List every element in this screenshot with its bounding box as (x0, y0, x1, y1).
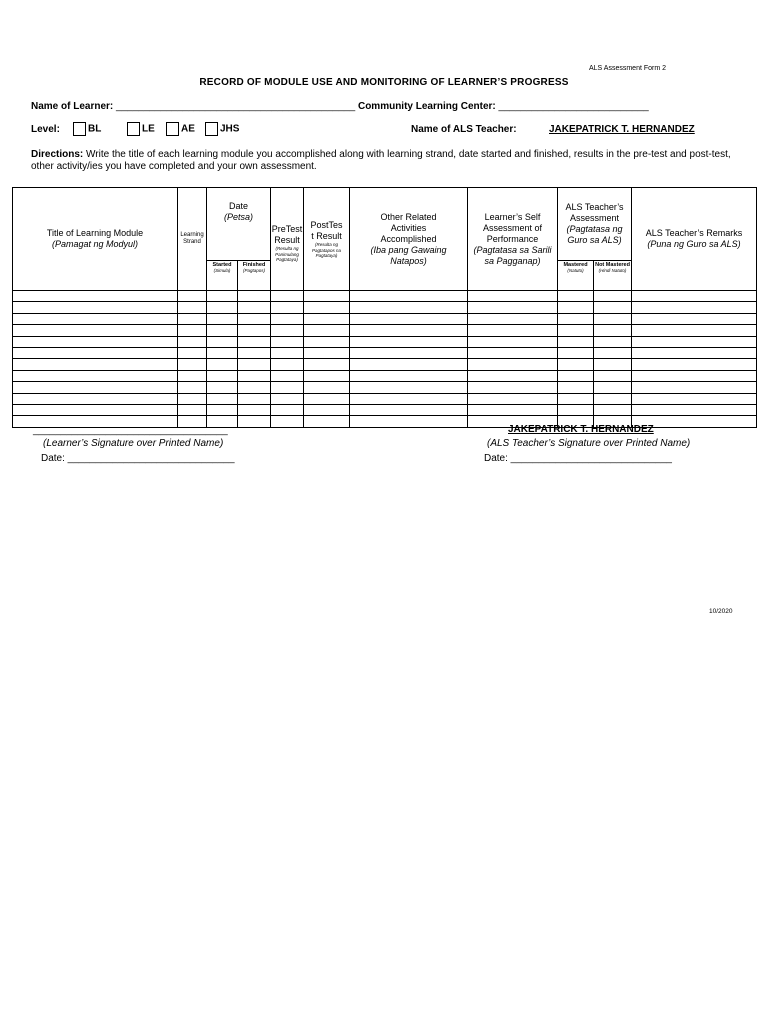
table-cell[interactable] (350, 359, 468, 370)
checkbox[interactable] (127, 122, 140, 136)
table-cell[interactable] (350, 313, 468, 324)
header-sublabel: (Petsa) (224, 212, 254, 222)
table-cell[interactable] (178, 347, 207, 358)
table-cell[interactable] (271, 325, 304, 336)
header-teacher-assessment (558, 188, 632, 261)
table-cell[interactable] (13, 404, 178, 415)
header-label: Started (212, 262, 232, 268)
header-label: Other Related Activities Accomplished (380, 211, 437, 244)
table-cell[interactable] (632, 325, 757, 336)
checkbox[interactable] (73, 122, 86, 136)
table-cell[interactable] (594, 393, 632, 404)
table-cell[interactable] (350, 291, 468, 302)
table-cell[interactable] (632, 302, 757, 313)
table-cell[interactable] (350, 370, 468, 381)
directions (31, 149, 731, 173)
table-cell[interactable] (178, 313, 207, 324)
table-cell[interactable] (207, 325, 238, 336)
table-cell[interactable] (594, 302, 632, 313)
header-sublabel: (Iba pang Gawaing Natapos) (370, 244, 447, 266)
header-learning-strand (178, 188, 207, 291)
table-cell[interactable] (594, 291, 632, 302)
table-cell[interactable] (207, 313, 238, 324)
table-cell[interactable] (238, 291, 271, 302)
header-sublabel: (Pagtatasa ng Guro sa ALS) (566, 224, 623, 245)
table-cell[interactable] (207, 359, 238, 370)
table-cell[interactable] (304, 302, 350, 313)
table-cell[interactable] (178, 325, 207, 336)
table-cell[interactable] (304, 393, 350, 404)
table-cell[interactable] (632, 291, 757, 302)
table-cell[interactable] (238, 347, 271, 358)
table-cell[interactable] (178, 302, 207, 313)
level-option-bl[interactable] (73, 122, 101, 136)
table-cell[interactable] (632, 382, 757, 393)
teacher-date-field[interactable]: Date: _____________________________ (484, 453, 672, 464)
table-row (13, 404, 757, 415)
table-cell[interactable] (13, 313, 178, 324)
table-cell[interactable] (558, 291, 594, 302)
header-sublabel: (Pagtatasa sa Sarili sa Pagganap) (473, 244, 552, 266)
table-row (13, 325, 757, 336)
header-label: PreTest (271, 224, 303, 234)
table-cell[interactable] (271, 347, 304, 358)
table-cell[interactable] (304, 291, 350, 302)
table-cell[interactable] (304, 404, 350, 415)
header-label: Finished (242, 262, 266, 268)
directions-label: Directions: (31, 149, 84, 160)
table-cell[interactable] (271, 416, 304, 427)
table-cell[interactable] (632, 393, 757, 404)
table-cell[interactable] (558, 302, 594, 313)
header-not-mastered (594, 261, 632, 291)
table-cell[interactable] (207, 404, 238, 415)
level-option-label: AE (181, 123, 195, 135)
table-cell[interactable] (468, 291, 558, 302)
table-cell[interactable] (13, 325, 178, 336)
table-cell[interactable] (468, 359, 558, 370)
table-cell[interactable] (558, 313, 594, 324)
table-cell[interactable] (238, 359, 271, 370)
table-row (13, 359, 757, 370)
header-sublabel: (Pamagat ng Modyul) (51, 239, 139, 249)
level-option-ae[interactable] (166, 122, 195, 136)
table-cell[interactable] (178, 393, 207, 404)
header-label: Strand (183, 239, 201, 245)
table-cell[interactable] (271, 359, 304, 370)
table-cell[interactable] (468, 302, 558, 313)
level-option-label: JHS (220, 123, 240, 135)
table-cell[interactable] (271, 291, 304, 302)
table-cell[interactable] (207, 302, 238, 313)
header-label: Title of Learning Module (46, 228, 144, 238)
table-cell[interactable] (304, 347, 350, 358)
table-cell[interactable] (632, 359, 757, 370)
table-cell[interactable] (271, 393, 304, 404)
header-sublabel: (Simula) (213, 268, 231, 273)
table-cell[interactable] (304, 336, 350, 347)
header-started (207, 261, 238, 291)
table-cell[interactable] (594, 370, 632, 381)
table-cell[interactable] (594, 359, 632, 370)
footer-code: 10/2020 (709, 608, 733, 615)
table-cell[interactable] (271, 302, 304, 313)
clc-field[interactable]: ___________________________ (498, 101, 649, 112)
learner-signature-caption: (Learner’s Signature over Printed Name) (43, 438, 224, 449)
table-cell[interactable] (238, 325, 271, 336)
header-label: Mastered (563, 262, 588, 268)
table-cell[interactable] (468, 347, 558, 358)
table-cell[interactable] (558, 370, 594, 381)
table-cell[interactable] (238, 302, 271, 313)
table-cell[interactable] (558, 336, 594, 347)
table-cell[interactable] (13, 382, 178, 393)
header-label: t Result (311, 231, 342, 241)
teacher-signature-name: JAKEPATRICK T. HERNANDEZ (508, 424, 654, 435)
table-cell[interactable] (558, 325, 594, 336)
table-cell[interactable] (271, 313, 304, 324)
table-cell[interactable] (178, 382, 207, 393)
table-cell[interactable] (350, 302, 468, 313)
header-sublabel: (Natuto) (567, 268, 584, 273)
table-cell[interactable] (594, 347, 632, 358)
header-label: Result (274, 235, 300, 245)
table-cell[interactable] (594, 325, 632, 336)
table-cell[interactable] (468, 325, 558, 336)
table-row (13, 336, 757, 347)
header-label: Learner’s Self Assessment of Performance (483, 211, 543, 244)
table-cell[interactable] (558, 393, 594, 404)
table-cell[interactable] (13, 359, 178, 370)
table-cell[interactable] (271, 336, 304, 347)
table-cell[interactable] (632, 370, 757, 381)
module-record-table (12, 187, 757, 428)
table-cell[interactable] (178, 291, 207, 302)
table-cell[interactable] (350, 404, 468, 415)
directions-text: Write the title of each learning module you accomplished along with learning strand, date started and finished, results in the pre-test and post-test, other activity/ies you have completed and your own assessment. (31, 149, 731, 172)
table-cell[interactable] (350, 325, 468, 336)
table-row (13, 347, 757, 358)
learner-name-row (31, 101, 649, 112)
header-finished (238, 261, 271, 291)
header-sublabel: (Pagtapos) (243, 268, 266, 273)
table-cell[interactable] (238, 313, 271, 324)
table-cell[interactable] (238, 370, 271, 381)
table-cell[interactable] (558, 347, 594, 358)
header-title-module (13, 188, 178, 291)
table-cell[interactable] (350, 416, 468, 427)
table-cell[interactable] (304, 313, 350, 324)
header-posttest (304, 188, 350, 291)
header-sublabel: (Hindi Natuto) (598, 268, 627, 273)
learner-name-field[interactable]: ___________________________________________ (116, 101, 356, 112)
table-cell[interactable] (468, 382, 558, 393)
table-cell[interactable] (558, 359, 594, 370)
header-pretest (271, 188, 304, 291)
table-cell[interactable] (207, 370, 238, 381)
table-cell[interactable] (271, 370, 304, 381)
table-row (13, 302, 757, 313)
table-cell[interactable] (178, 404, 207, 415)
table-cell[interactable] (238, 336, 271, 347)
table-cell[interactable] (558, 404, 594, 415)
header-label: Not Mastered (595, 262, 630, 268)
checkbox[interactable] (166, 122, 179, 136)
table-cell[interactable] (13, 370, 178, 381)
table-cell[interactable] (350, 347, 468, 358)
table-cell[interactable] (594, 404, 632, 415)
table-row (13, 393, 757, 404)
table-cell[interactable] (238, 382, 271, 393)
header-label: Learning (180, 232, 204, 238)
learner-date-field[interactable]: Date: ______________________________ (41, 453, 235, 464)
table-cell[interactable] (350, 336, 468, 347)
table-cell[interactable] (238, 393, 271, 404)
table-cell[interactable] (304, 370, 350, 381)
table-cell[interactable] (468, 393, 558, 404)
table-cell[interactable] (207, 382, 238, 393)
table-cell[interactable] (304, 325, 350, 336)
header-mastered (558, 261, 594, 291)
clc-label: Community Learning Center: (357, 101, 496, 112)
teacher-signature-caption: (ALS Teacher’s Signature over Printed Name) (487, 438, 691, 449)
table-cell[interactable] (350, 382, 468, 393)
table-cell[interactable] (632, 404, 757, 415)
table-cell[interactable] (632, 313, 757, 324)
table-cell[interactable] (594, 313, 632, 324)
header-label: Date (229, 201, 249, 211)
table-cell[interactable] (207, 347, 238, 358)
table-cell[interactable] (13, 347, 178, 358)
table-cell[interactable] (632, 347, 757, 358)
level-option-label: BL (88, 123, 102, 135)
page-title: RECORD OF MODULE USE AND MONITORING OF LEARNER’S PROGRESS (199, 77, 569, 88)
table-row (13, 382, 757, 393)
table-cell[interactable] (271, 382, 304, 393)
teacher-name: JAKEPATRICK T. HERNANDEZ (549, 124, 695, 135)
table-cell[interactable] (304, 382, 350, 393)
table-cell[interactable] (13, 291, 178, 302)
checkbox[interactable] (205, 122, 218, 136)
header-sublabel: (Resulta ng Pagtatapos na Pagtataya) (312, 242, 342, 258)
table-cell[interactable] (13, 302, 178, 313)
table-cell[interactable] (13, 336, 178, 347)
level-option-le[interactable] (127, 122, 155, 136)
table-cell[interactable] (207, 336, 238, 347)
table-cell[interactable] (468, 404, 558, 415)
header-sublabel: (Resulta ng Panimulang Pagtataya) (275, 246, 299, 262)
level-label: Level: (31, 124, 60, 135)
table-cell[interactable] (558, 382, 594, 393)
table-cell[interactable] (178, 359, 207, 370)
teacher-label: Name of ALS Teacher: (411, 124, 517, 135)
learner-label: Name of Learner: (31, 101, 114, 112)
header-label: PostTes (310, 220, 343, 230)
table-cell[interactable] (238, 404, 271, 415)
table-cell[interactable] (304, 359, 350, 370)
table-cell[interactable] (468, 336, 558, 347)
table-cell[interactable] (350, 393, 468, 404)
header-sublabel: (Puna ng Guro sa ALS) (647, 239, 741, 249)
level-option-jhs[interactable] (205, 122, 239, 136)
level-option-label: LE (142, 123, 155, 135)
table-cell[interactable] (632, 336, 757, 347)
table-row (13, 291, 757, 302)
table-cell[interactable] (238, 416, 271, 427)
table-cell[interactable] (207, 291, 238, 302)
header-teacher-remarks (632, 188, 757, 291)
table-cell[interactable] (594, 382, 632, 393)
table-cell[interactable] (271, 404, 304, 415)
table-cell[interactable] (468, 313, 558, 324)
table-row (13, 313, 757, 324)
header-other-activities (350, 188, 468, 291)
form-number: ALS Assessment Form 2 (589, 65, 667, 72)
header-label: ALS Teacher’s Assessment (565, 202, 624, 223)
table-row (13, 370, 757, 381)
table-cell[interactable] (594, 336, 632, 347)
table-cell[interactable] (178, 336, 207, 347)
table-cell[interactable] (468, 370, 558, 381)
table-cell[interactable] (207, 393, 238, 404)
header-label: ALS Teacher’s Remarks (645, 228, 743, 238)
header-self-assessment (468, 188, 558, 291)
table-cell[interactable] (13, 393, 178, 404)
learner-signature-line[interactable]: ___________________________________ (33, 425, 228, 436)
table-body (13, 291, 757, 428)
header-date (207, 188, 271, 261)
table-cell[interactable] (178, 370, 207, 381)
table-cell[interactable] (304, 416, 350, 427)
